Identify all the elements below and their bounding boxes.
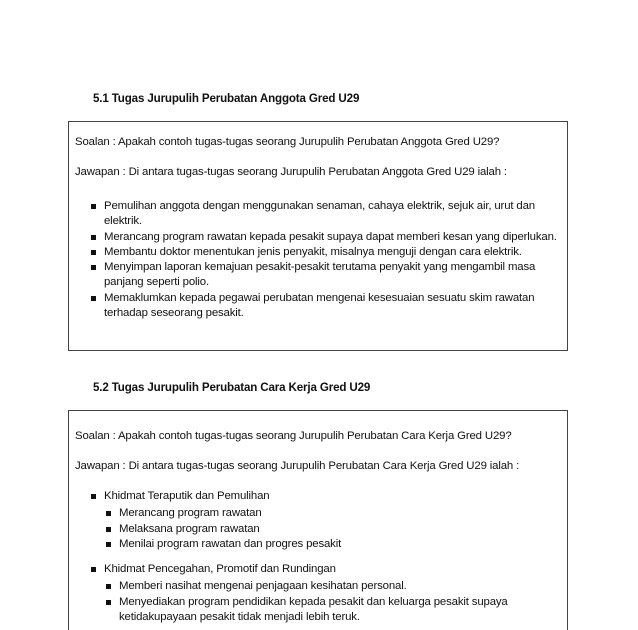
- duty-list: [69, 489, 566, 625]
- duty-list: [69, 199, 566, 321]
- list-item: Merancang program rawatan kepada pesakit supaya dapat memberi kesan yang diperlukan.: [69, 230, 566, 245]
- answer-text: Jawapan : Di antara tugas-tugas seorang Jurupulih Perubatan Cara Kerja Gred U29 ialah :: [75, 460, 520, 472]
- sub-list: [104, 506, 566, 552]
- list-item: Memberi nasihat mengenai penjagaan kesihatan personal.: [69, 579, 531, 594]
- group-title: Khidmat Pencegahan, Promotif dan Rundingan: [104, 563, 336, 576]
- qa-box: [68, 121, 568, 351]
- group-title: Khidmat Teraputik dan Pemulihan: [104, 490, 270, 502]
- list-item: Pemulihan anggota dengan menggunakan senaman, cahaya elektrik, sejuk air, urut dan elektrik.: [69, 199, 566, 230]
- section-heading: 5.1 Tugas Jurupulih Perubatan Anggota Gred U29: [93, 92, 360, 105]
- list-item: [69, 562, 566, 625]
- list-item: [69, 489, 566, 552]
- list-item: Menyediakan program pendidikan kepada pesakit dan keluarga pesakit supaya ketidakupayaan pesakit tidak menjadi lebih teruk.: [69, 595, 531, 626]
- qa-box: [68, 410, 568, 630]
- list-item: Merancang program rawatan: [69, 506, 531, 521]
- section-heading: 5.2 Tugas Jurupulih Perubatan Cara Kerja Gred U29: [93, 381, 371, 394]
- answer-text: Jawapan : Di antara tugas-tugas seorang Jurupulih Perubatan Anggota Gred U29 ialah :: [75, 166, 507, 178]
- list-item: Menilai program rawatan dan progres pesakit: [69, 537, 531, 552]
- question-text: Soalan : Apakah contoh tugas-tugas seorang Jurupulih Perubatan Cara Kerja Gred U29?: [75, 430, 512, 442]
- list-item: Melaksana program rawatan: [69, 522, 531, 537]
- question-text: Soalan : Apakah contoh tugas-tugas seorang Jurupulih Perubatan Anggota Gred U29?: [75, 136, 500, 148]
- sub-list: [104, 579, 566, 625]
- list-item: Membantu doktor menentukan jenis penyakit, misalnya menguji dengan cara elektrik.: [69, 245, 566, 260]
- list-item: Memaklumkan kepada pegawai perubatan mengenai kesesuaian sesuatu skim rawatan terhadap seseorang pesakit.: [69, 291, 566, 322]
- list-item: Menyimpan laporan kemajuan pesakit-pesakit terutama penyakit yang mengambil masa panjang seperti polio.: [69, 260, 566, 291]
